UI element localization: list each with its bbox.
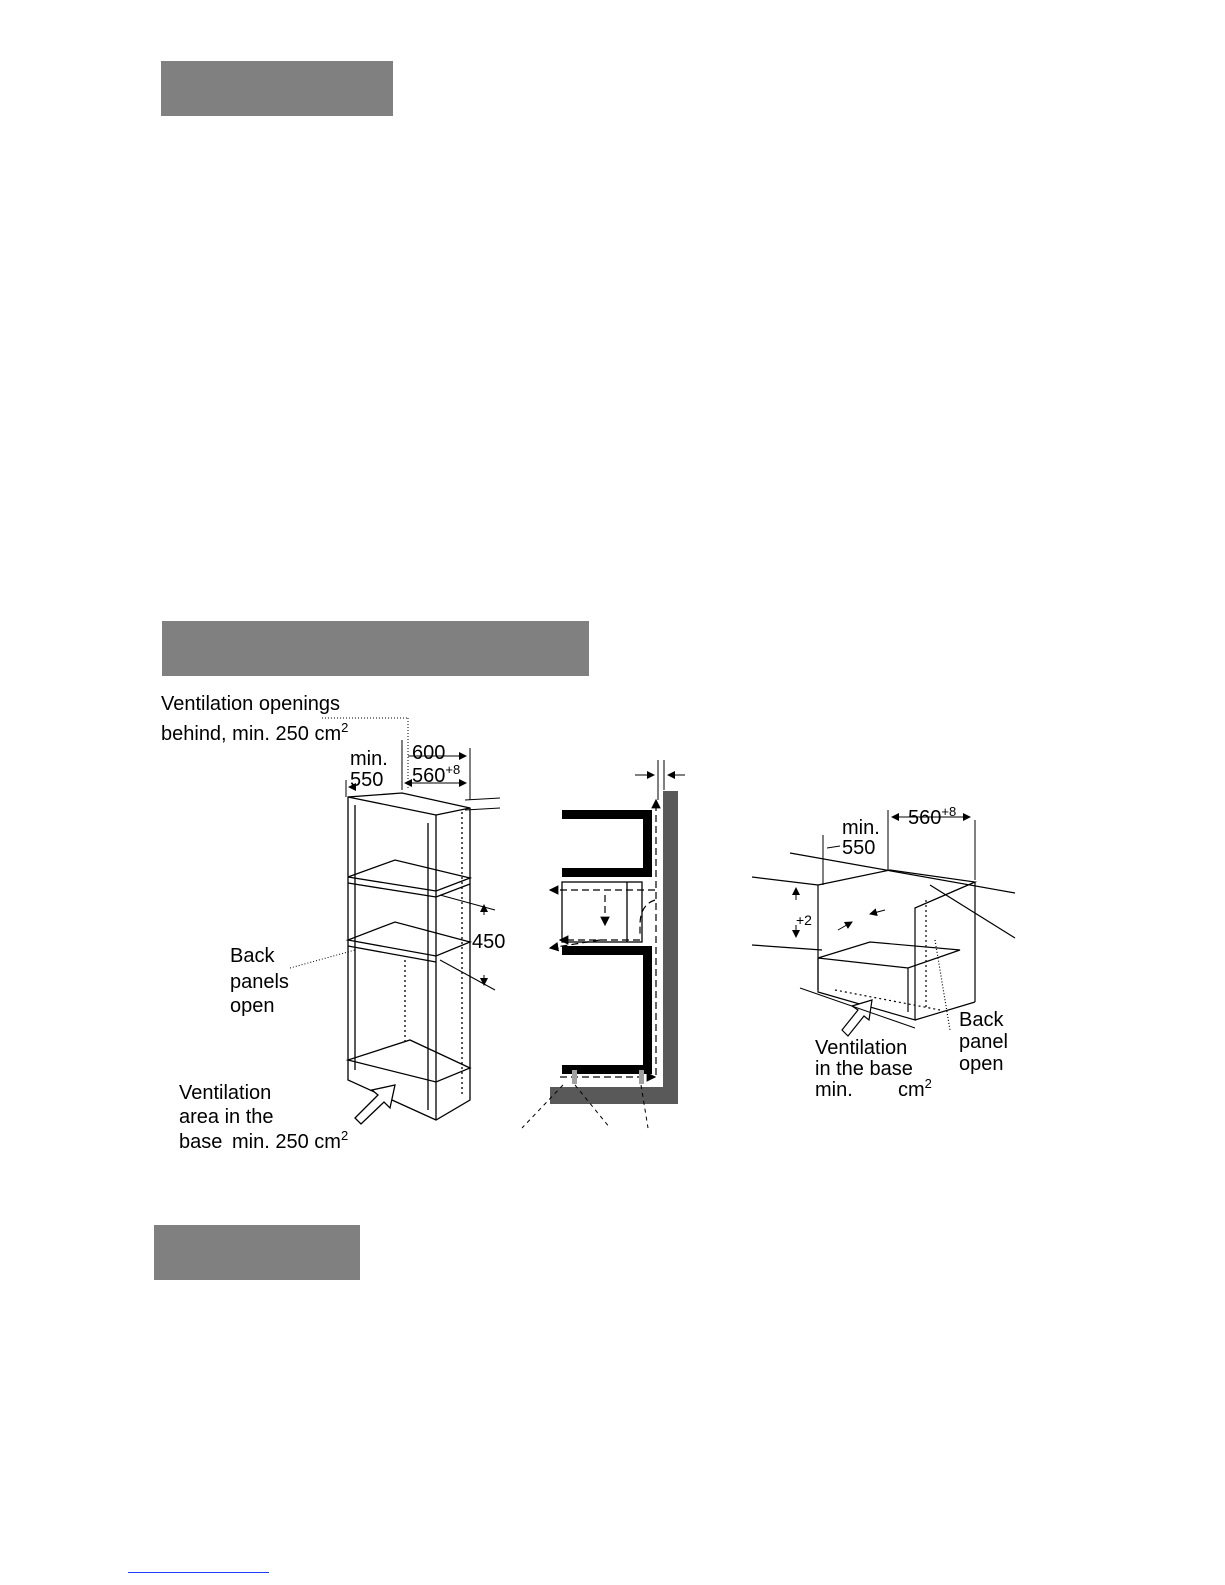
uc-vent-label-3: min. bbox=[815, 1079, 853, 1101]
uc-dim-min: min. bbox=[842, 817, 880, 839]
vent-base-label-2: area in the bbox=[179, 1106, 274, 1128]
tall-dim-560: $560^{+8}$ bbox=[412, 762, 461, 787]
uc-back-panel-2: panel bbox=[959, 1031, 1008, 1053]
vent-base-label-3: base bbox=[179, 1131, 223, 1153]
tall-dim-600: 600 bbox=[412, 742, 446, 764]
tall-dim-550: 550 bbox=[350, 769, 384, 791]
back-panels-label-1: Back bbox=[230, 945, 275, 967]
vent-behind-value: behind, min. 250 $cm^2$ bbox=[161, 720, 349, 745]
uc-vent-label-1: Ventilation bbox=[815, 1037, 908, 1059]
vent-base-value: min. 250 $cm^2$ bbox=[232, 1128, 349, 1153]
uc-dim-plus2: +2 bbox=[796, 912, 812, 928]
tall-dim-450: 450 bbox=[472, 931, 506, 953]
section-view-drawing bbox=[522, 760, 685, 1128]
under-counter-drawing bbox=[752, 810, 1015, 1036]
vent-behind-label: Ventilation openings bbox=[161, 693, 341, 715]
vent-base-label-1: Ventilation bbox=[179, 1082, 272, 1104]
uc-dim-560: $560^{+8}$ bbox=[908, 804, 957, 829]
uc-vent-label-2: in the base bbox=[815, 1058, 913, 1080]
tall-unit-drawing bbox=[290, 718, 500, 1124]
uc-dim-550: 550 bbox=[842, 837, 876, 859]
uc-back-panel-1: Back bbox=[959, 1009, 1004, 1031]
uc-back-panel-3: open bbox=[959, 1053, 1004, 1075]
footer-rule bbox=[128, 1572, 269, 1573]
back-panels-label-3: open bbox=[230, 995, 275, 1017]
tall-dim-min: min. bbox=[350, 748, 388, 770]
back-panels-label-2: panels bbox=[230, 971, 289, 993]
uc-vent-unit: $cm^2$ bbox=[898, 1076, 932, 1101]
